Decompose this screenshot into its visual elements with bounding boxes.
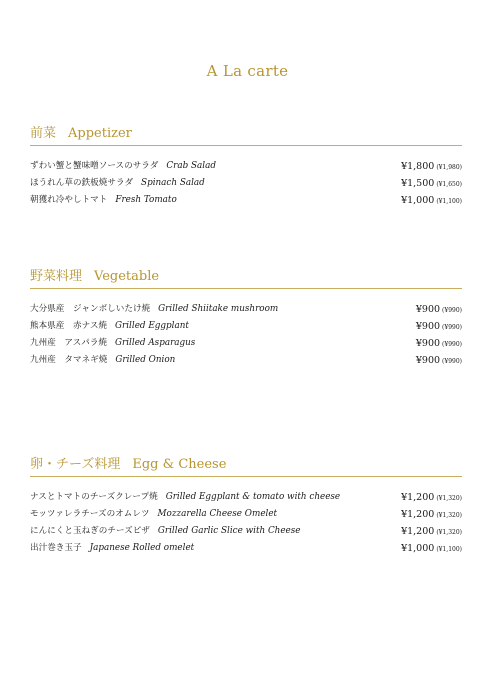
price-tax-included: (¥990): [442, 358, 462, 365]
item-name-jp: ほうれん草の鉄板焼サラダ: [30, 178, 134, 188]
section-divider: [30, 145, 462, 146]
price-tax-included: (¥1,100): [436, 546, 462, 553]
menu-item: [30, 175, 462, 192]
price-value: ¥900: [415, 321, 441, 332]
price-value: ¥1,200: [401, 509, 435, 520]
price-tax-included: (¥1,320): [436, 512, 462, 519]
item-name-en: Grilled Eggplant & tomato with cheese: [165, 492, 341, 502]
item-price: [401, 192, 462, 210]
item-price: [401, 506, 462, 524]
menu-list: [30, 301, 462, 369]
menu-item: [30, 192, 462, 209]
menu-list: [30, 489, 462, 557]
item-price: [416, 352, 462, 370]
menu-item: [30, 489, 462, 506]
section-heading-en: Appetizer: [68, 126, 132, 141]
item-price: [401, 158, 462, 176]
section-heading-en: Egg & Cheese: [132, 457, 227, 472]
item-price: [401, 489, 462, 507]
price-value: ¥900: [415, 338, 441, 349]
item-name-jp: ずわい蟹と蟹味噌ソースのサラダ: [30, 161, 159, 171]
price-value: ¥1,000: [401, 195, 435, 206]
item-name-jp: 朝獲れ冷やしトマト: [30, 195, 108, 205]
section-divider: [30, 476, 462, 477]
section-heading: [30, 456, 462, 474]
section-heading-jp: 野菜料理: [30, 269, 83, 284]
item-name-en: Mozzarella Cheese Omelet: [157, 509, 278, 519]
price-tax-included: (¥1,320): [436, 495, 462, 502]
item-name-en: Fresh Tomato: [115, 195, 177, 205]
item-name-jp: にんにくと玉ねぎのチーズピザ: [30, 526, 150, 536]
section-heading-jp: 卵・チーズ料理: [30, 457, 121, 472]
item-name-jp: 九州産 タマネギ焼: [30, 355, 108, 365]
section-appetizer: [30, 125, 462, 209]
item-name-en: Spinach Salad: [141, 178, 205, 188]
item-price: [416, 318, 462, 336]
menu-item: [30, 352, 462, 369]
section-heading: [30, 268, 462, 286]
menu-item: [30, 506, 462, 523]
menu-item: [30, 540, 462, 557]
price-value: ¥1,200: [401, 492, 435, 503]
price-tax-included: (¥1,100): [436, 198, 462, 205]
section-vegetable: [30, 268, 462, 369]
item-price: [401, 540, 462, 558]
price-value: ¥1,500: [401, 178, 435, 189]
item-name-jp: ナスとトマトのチーズクレープ焼: [30, 492, 158, 502]
price-value: ¥900: [415, 304, 441, 315]
price-tax-included: (¥1,320): [436, 529, 462, 536]
price-value: ¥1,800: [401, 161, 435, 172]
item-name-jp: 出汁巻き玉子: [30, 543, 82, 553]
item-price: [401, 523, 462, 541]
price-tax-included: (¥1,650): [436, 181, 462, 188]
item-name-en: Crab Salad: [166, 161, 216, 171]
item-name-en: Japanese Rolled omelet: [89, 543, 195, 553]
section-egg-cheese: [30, 456, 462, 557]
item-name-en: Grilled Shiitake mushroom: [158, 304, 279, 314]
price-value: ¥900: [415, 355, 441, 366]
price-value: ¥1,000: [401, 543, 435, 554]
item-name-jp: 大分県産 ジャンボしいたけ焼: [30, 304, 151, 314]
item-name-en: Grilled Onion: [115, 355, 176, 365]
menu-item: [30, 335, 462, 352]
item-name-jp: モッツァレラチーズのオムレツ: [30, 509, 150, 519]
item-name-jp: 熊本県産 赤ナス焼: [30, 321, 108, 331]
menu-item: [30, 523, 462, 540]
menu-item: [30, 158, 462, 175]
section-heading-jp: 前菜: [30, 126, 57, 141]
price-value: ¥1,200: [401, 526, 435, 537]
item-name-en: Grilled Asparagus: [115, 338, 196, 348]
item-price: [416, 335, 462, 353]
section-divider: [30, 288, 462, 289]
page-title: A La carte: [206, 62, 289, 80]
item-price: [401, 175, 462, 193]
menu-item: [30, 301, 462, 318]
item-name-en: Grilled Eggplant: [115, 321, 189, 331]
menu-list: [30, 158, 462, 209]
price-tax-included: (¥1,980): [436, 164, 462, 171]
section-heading: [30, 125, 462, 143]
price-tax-included: (¥990): [442, 324, 462, 331]
section-heading-en: Vegetable: [94, 269, 160, 284]
price-tax-included: (¥990): [442, 341, 462, 348]
menu-item: [30, 318, 462, 335]
item-price: [416, 301, 462, 319]
item-name-en: Grilled Garlic Slice with Cheese: [157, 526, 301, 536]
item-name-jp: 九州産 アスパラ焼: [30, 338, 108, 348]
price-tax-included: (¥990): [442, 307, 462, 314]
